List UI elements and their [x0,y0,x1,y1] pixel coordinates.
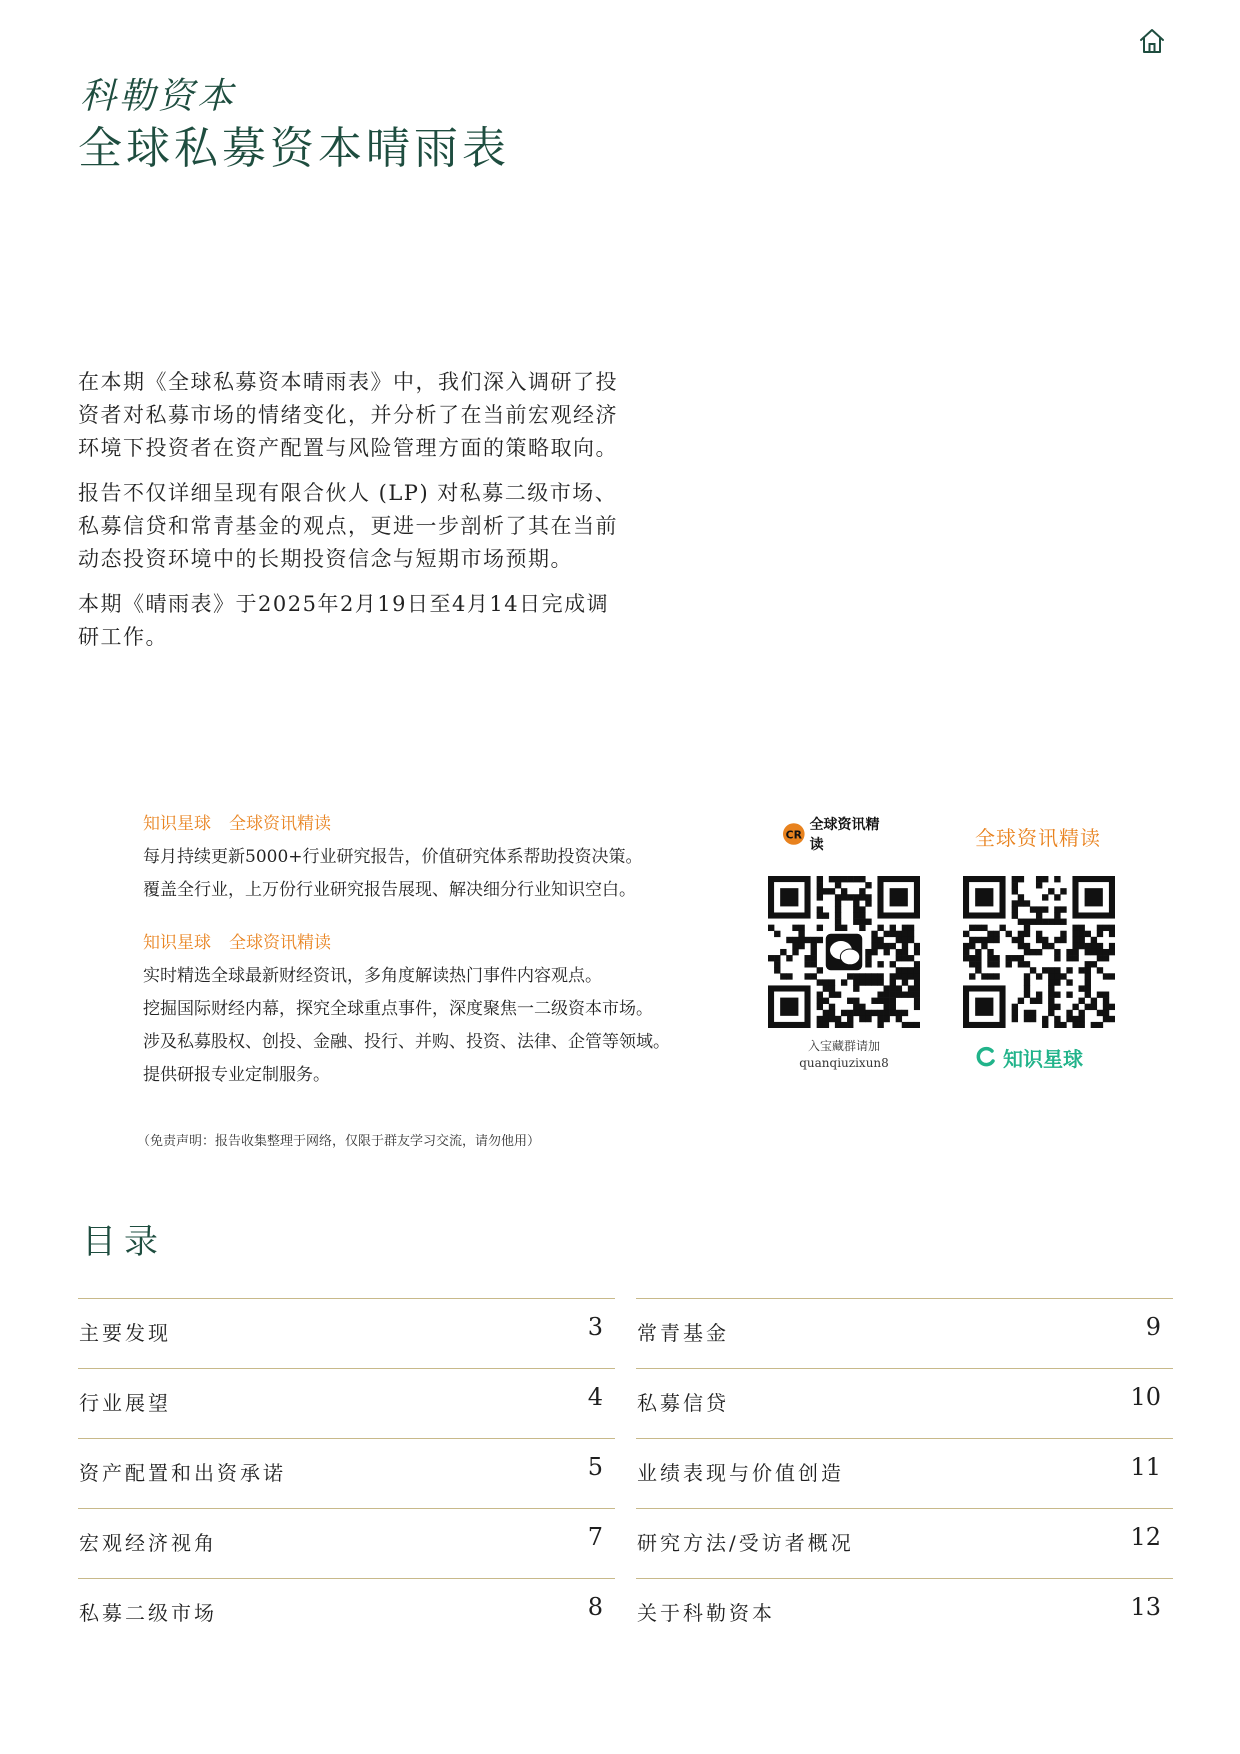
toc-item[interactable] [78,1368,615,1438]
cr-logo-text: 全球资讯精读 [809,817,880,853]
toc-item-page: 4 [587,1383,603,1411]
toc-item[interactable] [78,1508,615,1578]
toc-item-label: 私募二级市场 [79,1601,217,1625]
toc-item[interactable] [636,1578,1173,1648]
qr-caption [768,1038,920,1072]
page-title: 全球私募资本晴雨表 [78,123,510,174]
intro-paragraph: 在本期《全球私募资本晴雨表》中，我们深入调研了投资者对私募市场的情绪变化，并分析了在当前宏观经济环境下投资者在资产配置与风险管理方面的策略取向。 [78,370,618,460]
toc-item-label: 主要发现 [79,1321,171,1345]
toc-item-page: 10 [1130,1383,1161,1411]
home-icon[interactable] [1137,26,1167,56]
toc-item-label: 资产配置和出资承诺 [79,1461,286,1485]
intro-paragraph: 本期《晴雨表》于2025年2月19日至4月14日完成调研工作。 [78,592,610,649]
intro-text [78,366,618,666]
toc-item-label: 常青基金 [637,1321,729,1345]
promo-line: 实时精选全球最新财经资讯，多角度解读热门事件内容观点。 [143,966,602,986]
toc-item[interactable] [78,1298,615,1368]
toc-title: 目录 [82,1222,166,1262]
promo-head-b: 全球资讯精读 [229,933,331,953]
toc-item-label: 业绩表现与价值创造 [637,1461,844,1485]
toc-item-label: 行业展望 [79,1391,171,1415]
promo-block-2 [143,927,763,1092]
promo-head-a: 知识星球 [143,933,211,953]
promo-line: 挖掘国际财经内幕，探究全球重点事件，深度聚焦一二级资本市场。 [143,999,653,1019]
toc-item-label: 关于科勒资本 [637,1601,775,1625]
toc-item[interactable] [636,1298,1173,1368]
toc-item-label: 私募信贷 [637,1391,729,1415]
toc-column-right [636,1298,1173,1648]
wechat-qr-code [768,876,920,1028]
svg-text:CR: CR [785,828,802,842]
toc-item-page: 8 [587,1593,603,1621]
promo-head-b: 全球资讯精读 [229,814,331,834]
promo-line: 每月持续更新5000+行业研究报告，价值研究体系帮助投资决策。 [143,847,643,867]
cr-logo-icon [782,822,806,846]
promo-heading [143,808,763,841]
toc-item-page: 12 [1130,1523,1161,1551]
disclaimer: （免责声明：报告收集整理于网络，仅限于群友学习交流，请勿他用） [137,1134,541,1149]
toc-item-page: 9 [1145,1313,1161,1341]
promo-block-1 [143,808,763,907]
brand-name: 科勒资本 [80,76,237,117]
qr-caption-line: quanqiuzixun8 [799,1056,889,1070]
toc-item-page: 11 [1130,1453,1161,1481]
toc-item-page: 13 [1130,1593,1161,1621]
toc-item-page: 5 [587,1453,603,1481]
cr-logo [782,817,892,853]
intro-paragraph: 报告不仅详细呈现有限合伙人 (LP) 对私募二级市场、私募信贷和常青基金的观点，更进一步剖析了其在当前动态投资环境中的长期投资信念与短期市场预期。 [78,481,618,571]
toc-item[interactable] [636,1438,1173,1508]
qr-caption-line: 入宝藏群请加 [807,1039,880,1053]
zsxq-logo [975,1042,1083,1072]
toc-item[interactable] [78,1578,615,1648]
zsxq-logo-icon [975,1046,997,1068]
promo-line: 涉及私募股权、创投、金融、投行、并购、投资、法律、企管等领域。 [143,1032,670,1052]
promo-line: 覆盖全行业，上万份行业研究报告展现、解决细分行业知识空白。 [143,880,636,900]
toc-item-page: 7 [587,1523,603,1551]
promo-line: 提供研报专业定制服务。 [143,1065,330,1085]
promo-section [143,808,763,1092]
zsxq-logo-text: 知识星球 [1003,1046,1083,1071]
toc-item[interactable] [78,1438,615,1508]
toc-item-label: 研究方法/受访者概况 [637,1531,854,1555]
toc-item-page: 3 [587,1313,603,1341]
toc-item[interactable] [636,1508,1173,1578]
promo-heading [143,927,763,960]
toc-column-left [78,1298,615,1648]
zsxq-qr-code [963,876,1115,1028]
promo-head-a: 知识星球 [143,814,211,834]
toc-item[interactable] [636,1368,1173,1438]
qr-title: 全球资讯精读 [975,826,1101,850]
toc-item-label: 宏观经济视角 [79,1531,217,1555]
